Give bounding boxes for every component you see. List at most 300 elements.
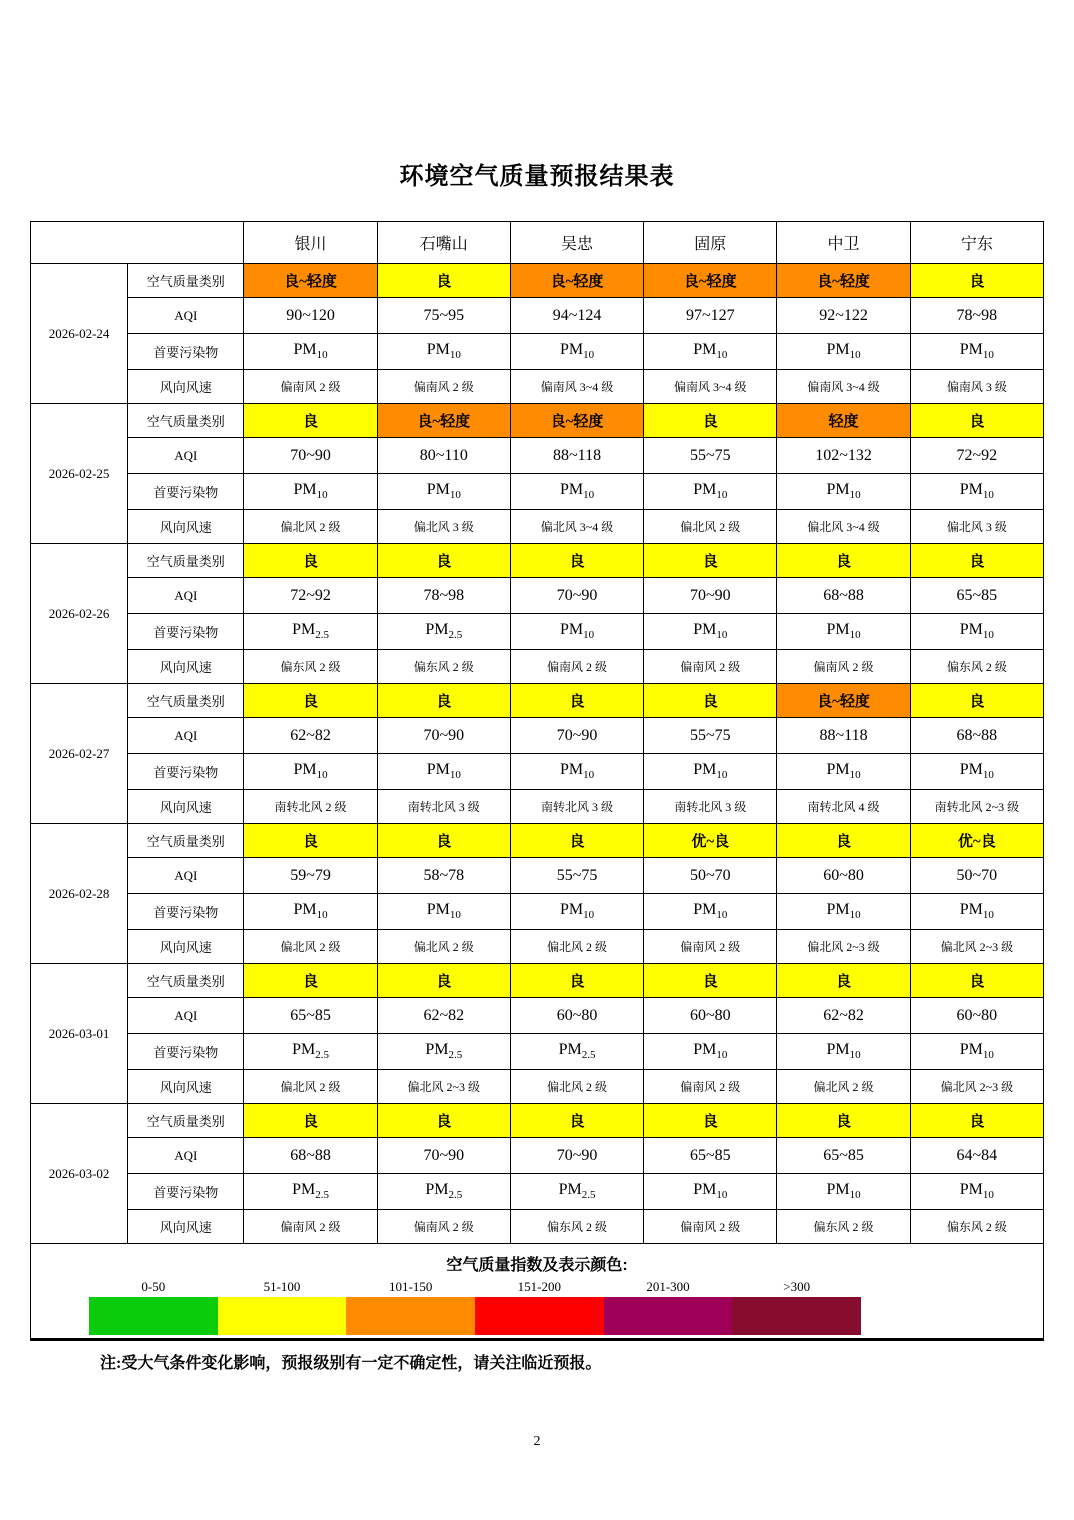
pollutant-subscript: 10: [716, 1049, 728, 1062]
legend-color-swatch: [732, 1297, 861, 1335]
category-cell: 良: [377, 544, 510, 578]
aqi-cell: 62~82: [244, 718, 377, 754]
pollutant-base: PM: [826, 1181, 850, 1199]
pollutant-base: PM: [425, 621, 449, 639]
pollutant-cell: [910, 1034, 1043, 1070]
pollutant-base: PM: [559, 621, 584, 639]
category-cell: 良: [644, 1104, 777, 1138]
wind-cell: 偏南风 3~4 级: [777, 370, 910, 404]
pollutant-cell: [377, 754, 510, 790]
pollutant-cell: [377, 894, 510, 930]
page-title: 环境空气质量预报结果表: [399, 164, 675, 190]
row-label: 空气质量类别: [128, 1104, 244, 1138]
city-header: 中卫: [777, 222, 910, 264]
pollutant-subscript: 10: [449, 349, 461, 362]
row-label: 首要污染物: [128, 1034, 244, 1070]
pollutant-subscript: 10: [316, 769, 328, 782]
row-label: 空气质量类别: [128, 824, 244, 858]
aqi-color-scale: [89, 1279, 861, 1335]
pollutant-subscript: 10: [583, 489, 595, 502]
pollutant-base: PM: [826, 901, 850, 919]
pollutant-subscript: 10: [316, 489, 328, 502]
pollutant-base: PM: [426, 341, 450, 359]
pollutant-cell: [644, 614, 777, 650]
legend-item: [346, 1279, 475, 1335]
row-label: 空气质量类别: [128, 264, 244, 298]
aqi-cell: 55~75: [644, 718, 777, 754]
forecast-row-pollutant: [31, 1034, 1044, 1070]
city-header: 石嘴山: [377, 222, 510, 264]
pollutant-base: PM: [959, 481, 983, 499]
category-cell: 优~良: [644, 824, 777, 858]
aqi-cell: 70~90: [377, 718, 510, 754]
pollutant-base: PM: [693, 1181, 717, 1199]
row-label: 首要污染物: [128, 894, 244, 930]
category-cell: 良: [244, 404, 377, 438]
pollutant-subscript: 10: [982, 909, 994, 922]
forecast-row-aqi: [31, 858, 1044, 894]
pollutant-cell: [244, 334, 377, 370]
row-label: 空气质量类别: [128, 404, 244, 438]
wind-cell: 偏北风 3 级: [910, 510, 1043, 544]
forecast-note: 注:受大气条件变化影响，预报级别有一定不确定性，请关注临近预报。: [100, 1355, 602, 1372]
pollutant-cell: [244, 754, 377, 790]
pollutant-subscript: 10: [583, 629, 595, 642]
aqi-cell: 60~80: [910, 998, 1043, 1034]
pollutant-cell: [910, 474, 1043, 510]
category-cell: 良: [244, 684, 377, 718]
category-cell: 良~轻度: [244, 264, 377, 298]
aqi-cell: 70~90: [510, 718, 643, 754]
wind-cell: 偏南风 2 级: [644, 650, 777, 684]
aqi-cell: 94~124: [510, 298, 643, 334]
air-quality-forecast-table: [30, 221, 1044, 1341]
category-cell: 良: [510, 544, 643, 578]
category-cell: 良: [377, 824, 510, 858]
pollutant-cell: [510, 334, 643, 370]
pollutant-base: PM: [826, 481, 850, 499]
category-cell: 良~轻度: [777, 684, 910, 718]
category-cell: 良: [644, 404, 777, 438]
wind-cell: 偏北风 2 级: [244, 1070, 377, 1104]
pollutant-cell: [244, 1174, 377, 1210]
pollutant-subscript: 10: [849, 1049, 861, 1062]
pollutant-cell: [910, 894, 1043, 930]
legend-color-swatch: [346, 1297, 475, 1335]
category-cell: 良: [777, 824, 910, 858]
aqi-cell: 70~90: [377, 1138, 510, 1174]
wind-cell: 偏南风 2 级: [644, 1210, 777, 1244]
aqi-cell: 70~90: [510, 1138, 643, 1174]
pollutant-base: PM: [425, 1181, 449, 1199]
wind-cell: 偏北风 2 级: [244, 510, 377, 544]
aqi-cell: 72~92: [910, 438, 1043, 474]
pollutant-base: PM: [293, 901, 317, 919]
pollutant-cell: [510, 894, 643, 930]
legend-range-label: >300: [783, 1279, 811, 1294]
aqi-cell: 72~92: [244, 578, 377, 614]
forecast-row-aqi: [31, 578, 1044, 614]
pollutant-subscript: 10: [849, 489, 861, 502]
pollutant-cell: [644, 1034, 777, 1070]
pollutant-cell: [510, 1034, 643, 1070]
forecast-row-pollutant: [31, 474, 1044, 510]
pollutant-subscript: 10: [449, 909, 461, 922]
aqi-cell: 68~88: [910, 718, 1043, 754]
category-cell: 良: [644, 964, 777, 998]
category-cell: 良: [644, 684, 777, 718]
forecast-row-category: [31, 264, 1044, 298]
category-cell: 优~良: [910, 824, 1043, 858]
legend-item: [89, 1279, 218, 1335]
aqi-cell: 58~78: [377, 858, 510, 894]
pollutant-subscript: 10: [982, 489, 994, 502]
pollutant-subscript: 10: [849, 349, 861, 362]
pollutant-base: PM: [426, 901, 450, 919]
pollutant-subscript: 10: [982, 629, 994, 642]
row-label: AQI: [128, 578, 244, 614]
row-label: 空气质量类别: [128, 684, 244, 718]
pollutant-subscript: 10: [849, 909, 861, 922]
aqi-cell: 62~82: [377, 998, 510, 1034]
pollutant-cell: [777, 894, 910, 930]
aqi-cell: 88~118: [510, 438, 643, 474]
aqi-cell: 65~85: [644, 1138, 777, 1174]
pollutant-subscript: 10: [716, 489, 728, 502]
pollutant-subscript: 2.5: [315, 1189, 329, 1202]
wind-cell: 偏东风 2 级: [377, 650, 510, 684]
forecast-row-aqi: [31, 438, 1044, 474]
row-label: 风向风速: [128, 790, 244, 824]
pollutant-subscript: 10: [982, 1049, 994, 1062]
category-cell: 良: [910, 1104, 1043, 1138]
forecast-row-wind: [31, 370, 1044, 404]
pollutant-subscript: 10: [316, 909, 328, 922]
category-cell: 良: [377, 264, 510, 298]
row-label: 风向风速: [128, 370, 244, 404]
forecast-row-aqi: [31, 1138, 1044, 1174]
wind-cell: 偏北风 2 级: [777, 1070, 910, 1104]
city-header: 固原: [644, 222, 777, 264]
wind-cell: 南转北风 2 级: [244, 790, 377, 824]
wind-cell: 南转北风 3 级: [644, 790, 777, 824]
legend-title: 空气质量指数及表示颜色:: [446, 1257, 628, 1274]
aqi-cell: 55~75: [644, 438, 777, 474]
aqi-cell: 55~75: [510, 858, 643, 894]
wind-cell: 偏南风 2 级: [644, 1070, 777, 1104]
aqi-cell: 70~90: [510, 578, 643, 614]
pollutant-cell: [244, 474, 377, 510]
row-label: AQI: [128, 1138, 244, 1174]
pollutant-base: PM: [826, 341, 850, 359]
wind-cell: 偏南风 2 级: [377, 370, 510, 404]
corner-cell: [31, 222, 244, 264]
pollutant-base: PM: [426, 481, 450, 499]
aqi-cell: 60~80: [510, 998, 643, 1034]
row-label: 空气质量类别: [128, 964, 244, 998]
forecast-row-aqi: [31, 298, 1044, 334]
pollutant-cell: [377, 1034, 510, 1070]
aqi-cell: 60~80: [777, 858, 910, 894]
date-cell: 2026-03-01: [31, 964, 128, 1104]
row-label: 首要污染物: [128, 614, 244, 650]
forecast-row-category: [31, 1104, 1044, 1138]
pollutant-base: PM: [693, 761, 717, 779]
aqi-cell: 102~132: [777, 438, 910, 474]
wind-cell: 偏南风 2 级: [777, 650, 910, 684]
pollutant-subscript: 2.5: [315, 1049, 329, 1062]
pollutant-base: PM: [559, 761, 584, 779]
pollutant-subscript: 10: [849, 629, 861, 642]
wind-cell: 偏北风 2~3 级: [777, 930, 910, 964]
row-label: AQI: [128, 858, 244, 894]
pollutant-subscript: 2.5: [448, 1049, 463, 1062]
pollutant-subscript: 2.5: [581, 1189, 596, 1202]
wind-cell: 南转北风 3 级: [377, 790, 510, 824]
date-cell: 2026-02-26: [31, 544, 128, 684]
pollutant-subscript: 10: [982, 1189, 994, 1202]
pollutant-base: PM: [959, 341, 983, 359]
legend-range-label: 201-300: [646, 1279, 690, 1294]
wind-cell: 南转北风 2~3 级: [910, 790, 1043, 824]
wind-cell: 偏北风 2 级: [644, 510, 777, 544]
forecast-row-category: [31, 684, 1044, 718]
wind-cell: 偏南风 3~4 级: [510, 370, 643, 404]
pollutant-cell: [777, 1174, 910, 1210]
row-label: AQI: [128, 998, 244, 1034]
aqi-cell: 62~82: [777, 998, 910, 1034]
aqi-cell: 75~95: [377, 298, 510, 334]
pollutant-cell: [244, 894, 377, 930]
pollutant-base: PM: [292, 1041, 316, 1059]
pollutant-base: PM: [292, 1181, 316, 1199]
category-cell: 良: [510, 1104, 643, 1138]
pollutant-base: PM: [559, 341, 584, 359]
forecast-row-wind: [31, 1070, 1044, 1104]
category-cell: 良: [910, 264, 1043, 298]
aqi-cell: 65~85: [244, 998, 377, 1034]
wind-cell: 偏南风 2 级: [244, 370, 377, 404]
legend-range-label: 51-100: [263, 1279, 301, 1294]
pollutant-base: PM: [693, 901, 717, 919]
legend-range-label: 151-200: [517, 1279, 562, 1294]
forecast-row-wind: [31, 650, 1044, 684]
pollutant-base: PM: [292, 621, 316, 639]
forecast-row-category: [31, 404, 1044, 438]
wind-cell: 偏北风 3~4 级: [777, 510, 910, 544]
forecast-row-wind: [31, 510, 1044, 544]
pollutant-subscript: 2.5: [448, 629, 463, 642]
pollutant-cell: [910, 1174, 1043, 1210]
wind-cell: 偏北风 2 级: [244, 930, 377, 964]
legend-item: [218, 1279, 347, 1335]
wind-cell: 偏东风 2 级: [910, 1210, 1043, 1244]
legend-color-swatch: [604, 1297, 733, 1335]
forecast-row-pollutant: [31, 334, 1044, 370]
category-cell: 良: [244, 1104, 377, 1138]
date-cell: 2026-02-27: [31, 684, 128, 824]
pollutant-cell: [510, 754, 643, 790]
pollutant-cell: [777, 334, 910, 370]
pollutant-base: PM: [693, 481, 717, 499]
pollutant-subscript: 10: [583, 769, 595, 782]
legend-color-swatch: [475, 1297, 604, 1335]
pollutant-subscript: 10: [849, 1189, 861, 1202]
row-label: AQI: [128, 438, 244, 474]
category-cell: 良: [377, 1104, 510, 1138]
pollutant-cell: [510, 1174, 643, 1210]
wind-cell: 偏南风 2 级: [644, 930, 777, 964]
wind-cell: 偏北风 3~4 级: [510, 510, 643, 544]
pollutant-cell: [910, 614, 1043, 650]
forecast-row-wind: [31, 790, 1044, 824]
pollutant-cell: [244, 1034, 377, 1070]
category-cell: 良: [644, 544, 777, 578]
forecast-row-category: [31, 544, 1044, 578]
pollutant-subscript: 10: [716, 769, 728, 782]
pollutant-base: PM: [959, 621, 983, 639]
legend-item: [475, 1279, 604, 1335]
legend-row: [31, 1244, 1044, 1340]
pollutant-cell: [910, 754, 1043, 790]
category-cell: 良: [510, 684, 643, 718]
pollutant-cell: [377, 334, 510, 370]
category-cell: 良: [910, 544, 1043, 578]
pollutant-base: PM: [959, 901, 983, 919]
pollutant-cell: [777, 754, 910, 790]
aqi-cell: 59~79: [244, 858, 377, 894]
row-label: 风向风速: [128, 930, 244, 964]
wind-cell: 偏南风 2 级: [244, 1210, 377, 1244]
category-cell: 良: [910, 404, 1043, 438]
wind-cell: 南转北风 3 级: [510, 790, 643, 824]
wind-cell: 偏南风 2 级: [510, 650, 643, 684]
wind-cell: 偏东风 2 级: [510, 1210, 643, 1244]
pollutant-subscript: 10: [583, 909, 595, 922]
wind-cell: 偏北风 2 级: [377, 930, 510, 964]
pollutant-subscript: 10: [449, 769, 461, 782]
forecast-row-pollutant: [31, 754, 1044, 790]
row-label: 风向风速: [128, 510, 244, 544]
category-cell: 轻度: [777, 404, 910, 438]
row-label: 首要污染物: [128, 1174, 244, 1210]
wind-cell: 偏南风 2 级: [377, 1210, 510, 1244]
pollutant-base: PM: [826, 621, 850, 639]
category-cell: 良: [244, 964, 377, 998]
pollutant-cell: [377, 614, 510, 650]
category-cell: 良~轻度: [510, 404, 643, 438]
pollutant-base: PM: [959, 1181, 983, 1199]
category-cell: 良: [910, 684, 1043, 718]
pollutant-subscript: 10: [716, 349, 728, 362]
category-cell: 良~轻度: [644, 264, 777, 298]
pollutant-subscript: 10: [716, 629, 728, 642]
category-cell: 良: [777, 964, 910, 998]
aqi-cell: 65~85: [777, 1138, 910, 1174]
pollutant-base: PM: [559, 901, 584, 919]
category-cell: 良: [510, 824, 643, 858]
pollutant-subscript: 10: [583, 349, 595, 362]
pollutant-subscript: 10: [449, 489, 461, 502]
wind-cell: 偏南风 3 级: [910, 370, 1043, 404]
pollutant-subscript: 10: [982, 349, 994, 362]
pollutant-base: PM: [293, 341, 317, 359]
pollutant-subscript: 10: [982, 769, 994, 782]
forecast-row-pollutant: [31, 614, 1044, 650]
row-label: AQI: [128, 298, 244, 334]
aqi-cell: 70~90: [244, 438, 377, 474]
category-cell: 良~轻度: [777, 264, 910, 298]
pollutant-base: PM: [425, 1041, 449, 1059]
pollutant-cell: [510, 474, 643, 510]
aqi-cell: 80~110: [377, 438, 510, 474]
pollutant-cell: [644, 894, 777, 930]
wind-cell: 偏北风 3 级: [377, 510, 510, 544]
row-label: 首要污染物: [128, 754, 244, 790]
wind-cell: 偏北风 2 级: [510, 1070, 643, 1104]
aqi-cell: 78~98: [377, 578, 510, 614]
pollutant-cell: [910, 334, 1043, 370]
wind-cell: 偏东风 2 级: [244, 650, 377, 684]
row-label: 空气质量类别: [128, 544, 244, 578]
legend-range-label: 0-50: [141, 1279, 166, 1294]
row-label: 风向风速: [128, 650, 244, 684]
wind-cell: 偏北风 2~3 级: [910, 930, 1043, 964]
date-cell: 2026-02-24: [31, 264, 128, 404]
legend-item: [732, 1279, 861, 1335]
pollutant-base: PM: [959, 1041, 983, 1059]
city-header: 银川: [244, 222, 377, 264]
category-cell: 良: [777, 544, 910, 578]
category-cell: 良: [377, 964, 510, 998]
aqi-cell: 50~70: [910, 858, 1043, 894]
forecast-row-wind: [31, 930, 1044, 964]
city-header: 吴忠: [510, 222, 643, 264]
pollutant-cell: [777, 474, 910, 510]
pollutant-subscript: 2.5: [581, 1049, 596, 1062]
pollutant-subscript: 2.5: [448, 1189, 463, 1202]
pollutant-cell: [644, 1174, 777, 1210]
date-cell: 2026-02-28: [31, 824, 128, 964]
row-label: 风向风速: [128, 1210, 244, 1244]
row-label: 风向风速: [128, 1070, 244, 1104]
aqi-cell: 88~118: [777, 718, 910, 754]
wind-cell: 南转北风 4 级: [777, 790, 910, 824]
forecast-row-pollutant: [31, 894, 1044, 930]
wind-cell: 偏北风 2~3 级: [377, 1070, 510, 1104]
pollutant-subscript: 10: [316, 349, 328, 362]
date-cell: 2026-02-25: [31, 404, 128, 544]
pollutant-cell: [244, 614, 377, 650]
aqi-cell: 68~88: [777, 578, 910, 614]
pollutant-subscript: 10: [716, 909, 728, 922]
category-cell: 良~轻度: [377, 404, 510, 438]
wind-cell: 偏东风 2 级: [910, 650, 1043, 684]
pollutant-cell: [377, 474, 510, 510]
forecast-body: [31, 264, 1044, 1244]
pollutant-base: PM: [558, 1181, 582, 1199]
wind-cell: 偏南风 3~4 级: [644, 370, 777, 404]
category-cell: 良: [244, 824, 377, 858]
wind-cell: 偏北风 2~3 级: [910, 1070, 1043, 1104]
aqi-cell: 65~85: [910, 578, 1043, 614]
row-label: 首要污染物: [128, 474, 244, 510]
pollutant-base: PM: [693, 341, 717, 359]
category-cell: 良: [777, 1104, 910, 1138]
pollutant-base: PM: [693, 621, 717, 639]
forecast-row-category: [31, 964, 1044, 998]
aqi-cell: 70~90: [644, 578, 777, 614]
